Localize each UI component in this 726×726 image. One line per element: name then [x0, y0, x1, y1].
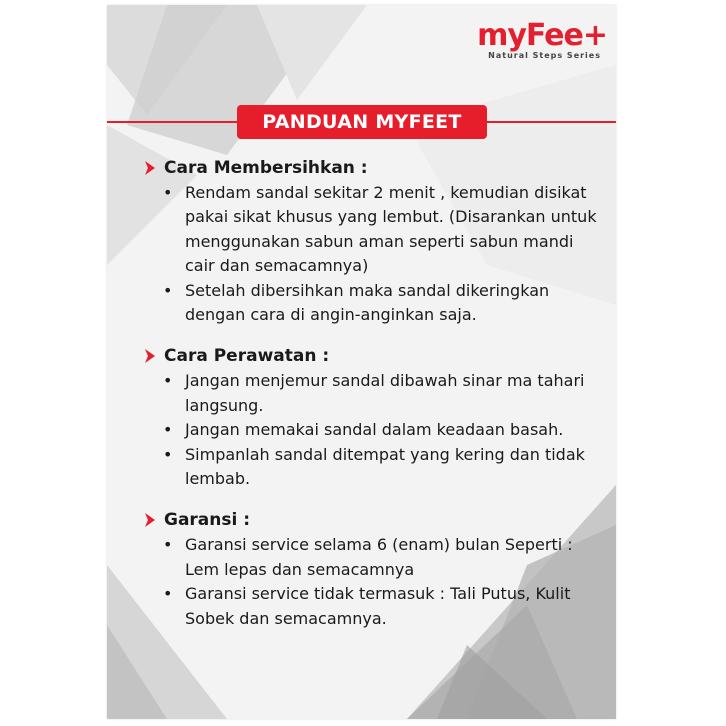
bullet-icon: • [163, 183, 173, 202]
section-list [144, 533, 604, 631]
section-list [144, 181, 604, 327]
title-line-left [107, 121, 247, 123]
title-banner [237, 105, 487, 139]
section-header [144, 343, 604, 369]
page-title: PANDUAN MYFEET [262, 111, 462, 133]
list-item [144, 181, 604, 279]
title-line-right [477, 121, 616, 123]
list-item [144, 533, 604, 582]
list-item-text: Garansi service selama 6 (enam) bulan Seperti : Lem lepas dan semacamnya [185, 535, 573, 579]
list-item-text: Rendam sandal sekitar 2 menit , kemudian disikat pakai sikat khusus yang lembut. (Disarankan untuk menggunakan sabun aman seperti sabun mandi cair dan semacamnya) [185, 183, 597, 276]
bullet-icon: • [163, 535, 173, 555]
list-item [144, 443, 604, 492]
brand-name: myFee+ [477, 18, 607, 53]
brand-logo [457, 19, 607, 61]
list-item-text: Garansi service tidak termasuk : Tali Putus, Kulit Sobek dan semacamnya. [185, 584, 571, 628]
bullet-icon: • [163, 280, 173, 300]
chevron-right-icon [144, 160, 156, 176]
bullet-icon: • [163, 584, 173, 604]
section-title: Cara Perawatan : [164, 346, 330, 367]
section-list [144, 369, 604, 491]
list-item-text: Setelah dibersihkan maka sandal dikeringkan dengan cara di angin-anginkan saja. [185, 280, 550, 325]
list-item-text: Simpanlah sandal ditempat yang kering dan tidak lembab. [185, 444, 585, 489]
section-cleaning [144, 155, 604, 327]
section-care [144, 343, 604, 491]
chevron-right-icon [144, 348, 156, 364]
section-title: Garansi : [164, 510, 251, 531]
brand-tagline: Natural Steps Series [488, 51, 601, 60]
section-header [144, 155, 604, 181]
list-item [144, 279, 604, 328]
chevron-right-icon [144, 512, 156, 528]
bullet-icon: • [163, 420, 173, 440]
list-item-text: Jangan menjemur sandal dibawah sinar ma tahari langsung. [185, 371, 585, 415]
section-header [144, 507, 604, 533]
guide-content [144, 155, 604, 647]
section-title: Cara Membersihkan : [164, 158, 368, 178]
guide-card [107, 5, 616, 719]
list-item [144, 418, 604, 442]
section-warranty [144, 507, 604, 631]
list-item [144, 369, 604, 418]
bullet-icon: • [163, 444, 173, 464]
bullet-icon: • [163, 371, 173, 391]
list-item-text: Jangan memakai sandal dalam keadaan basah. [185, 420, 564, 440]
list-item [144, 582, 604, 631]
